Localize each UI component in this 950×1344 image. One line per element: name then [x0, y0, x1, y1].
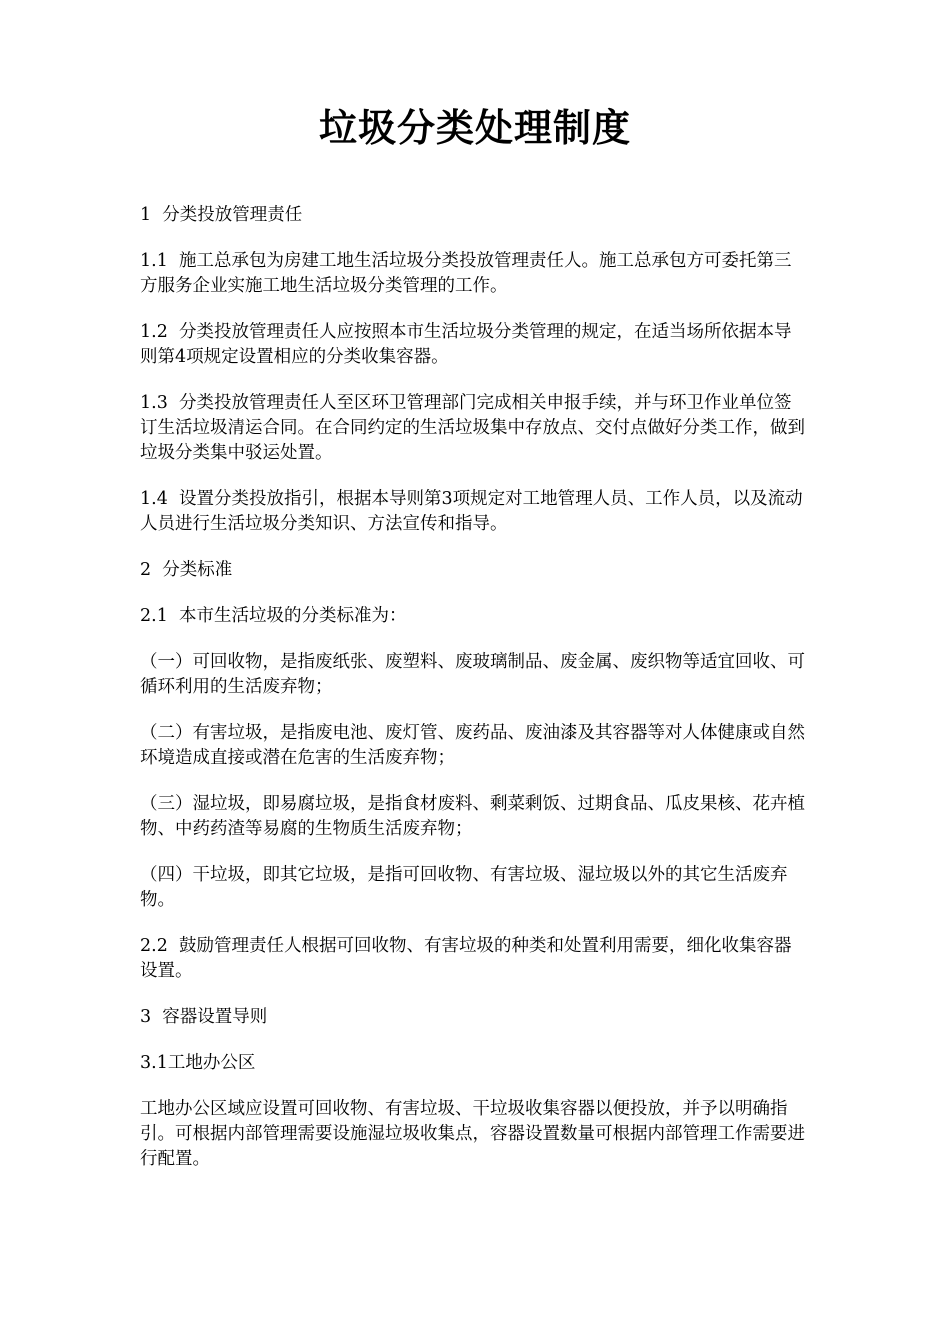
section-heading-1: 1 分类投放管理责任 [140, 205, 303, 225]
section-heading-2: 2 分类标准 [140, 560, 233, 580]
document-body [140, 203, 805, 1193]
section-heading-3: 3 容器设置导则 [140, 1007, 268, 1027]
paragraph-1-2: 1.2 分类投放管理责任人应按照本市生活垃圾分类管理的规定，在适当场所依据本导则第4项规定设置相应的分类收集容器。 [140, 322, 792, 367]
paragraph-1-3: 1.3 分类投放管理责任人至区环卫管理部门完成相关申报手续，并与环卫作业单位签订生活垃圾清运合同。在合同约定的生活垃圾集中存放点、交付点做好分类工作，做到垃圾分类集中驳运处置。 [140, 393, 805, 463]
subsection-heading-3-1: 3.1工地办公区 [140, 1053, 256, 1073]
document-title: 垃圾分类处理制度 [318, 106, 631, 150]
paragraph-2-2: 2.2 鼓励管理责任人根据可回收物、有害垃圾的种类和处置利用需要，细化收集容器设置。 [140, 936, 792, 981]
paragraph-1-1: 1.1 施工总承包为房建工地生活垃圾分类投放管理责任人。施工总承包方可委托第三方服务企业实施工地生活垃圾分类管理的工作。 [140, 251, 792, 296]
paragraph-1-4: 1.4 设置分类投放指引，根据本导则第3项规定对工地管理人员、工作人员，以及流动人员进行生活垃圾分类知识、方法宣传和指导。 [140, 489, 803, 534]
paragraph-3-1-body: 工地办公区域应设置可回收物、有害垃圾、干垃圾收集容器以便投放，并予以明确指引。可根据内部管理需要设施湿垃圾收集点，容器设置数量可根据内部管理工作需要进行配置。 [140, 1099, 805, 1169]
list-item-wet-waste: （三）湿垃圾，即易腐垃圾，是指食材废料、剩菜剩饭、过期食品、瓜皮果核、花卉植物、中药药渣等易腐的生物质生活废弃物； [140, 794, 805, 839]
list-item-hazardous: （二）有害垃圾，是指废电池、废灯管、废药品、废油漆及其容器等对人体健康或自然环境造成直接或潜在危害的生活废弃物； [140, 723, 805, 768]
list-item-dry-waste: （四）干垃圾，即其它垃圾，是指可回收物、有害垃圾、湿垃圾以外的其它生活废弃物。 [140, 865, 788, 910]
paragraph-2-1: 2.1 本市生活垃圾的分类标准为： [140, 606, 407, 626]
list-item-recyclable: （一）可回收物，是指废纸张、废塑料、废玻璃制品、废金属、废织物等适宜回收、可循环利用的生活废弃物； [140, 652, 805, 697]
